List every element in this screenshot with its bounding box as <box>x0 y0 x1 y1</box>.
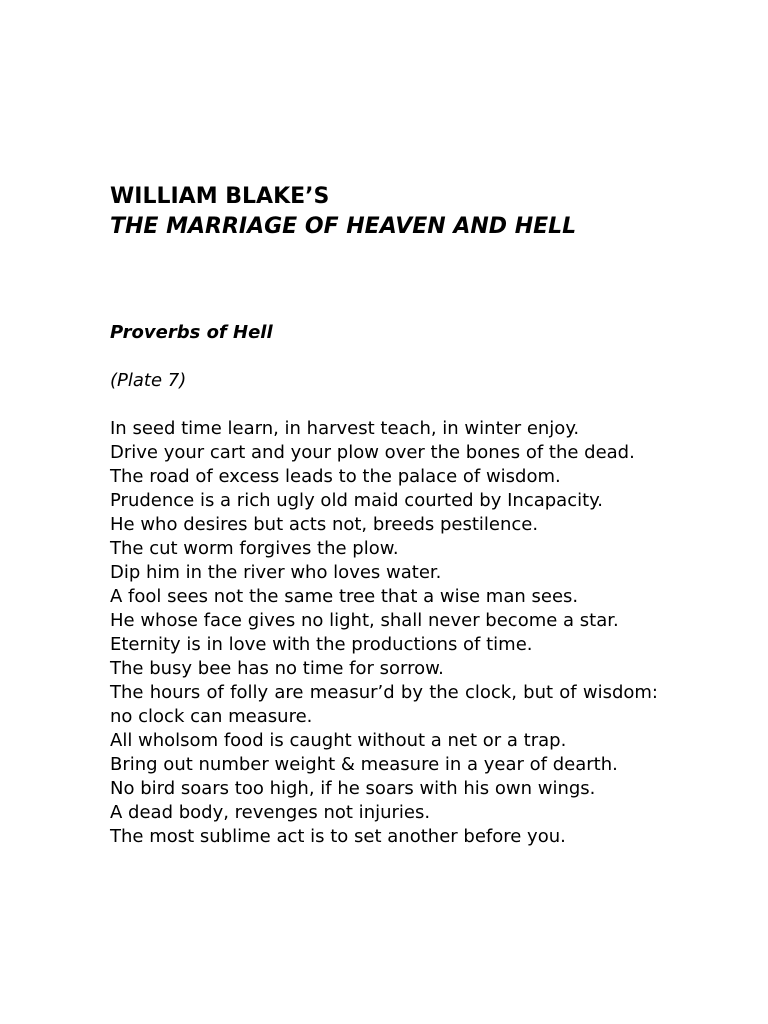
section-heading: Proverbs of Hell <box>110 322 273 343</box>
proverb-line: Prudence is a rich ugly old maid courted by Incapacity. <box>110 490 603 511</box>
work-title: THE MARRIAGE OF HEAVEN AND HELL <box>110 214 577 239</box>
proverb-line: The cut worm forgives the plow. <box>110 538 399 559</box>
plate-label: (Plate 7) <box>110 370 187 391</box>
proverb-line: No bird soars too high, if he soars with his own wings. <box>110 778 596 799</box>
proverb-line: A fool sees not the same tree that a wise man sees. <box>110 586 579 607</box>
proverb-line: The most sublime act is to set another before you. <box>110 826 566 847</box>
proverb-line: A dead body, revenges not injuries. <box>110 802 431 823</box>
proverb-line: Eternity is in love with the productions of time. <box>110 634 533 655</box>
proverb-line: All wholsom food is caught without a net or a trap. <box>110 730 567 751</box>
proverb-line: Bring out number weight & measure in a year of dearth. <box>110 754 618 775</box>
proverb-line: The road of excess leads to the palace of wisdom. <box>110 466 561 487</box>
proverb-line: He whose face gives no light, shall never become a star. <box>110 610 619 631</box>
proverb-line: In seed time learn, in harvest teach, in winter enjoy. <box>110 418 580 439</box>
proverb-line: Drive your cart and your plow over the bones of the dead. <box>110 442 635 463</box>
proverb-line: The busy bee has no time for sorrow. <box>110 658 444 679</box>
proverbs-list <box>110 417 658 849</box>
author-heading: WILLIAM BLAKE’S <box>110 184 330 209</box>
proverb-line: He who desires but acts not, breeds pestilence. <box>110 514 539 535</box>
document-page <box>110 182 658 847</box>
proverb-line: Dip him in the river who loves water. <box>110 562 442 583</box>
proverb-line: The hours of folly are measur’d by the clock, but of wisdom: no clock can measure. <box>110 682 658 727</box>
